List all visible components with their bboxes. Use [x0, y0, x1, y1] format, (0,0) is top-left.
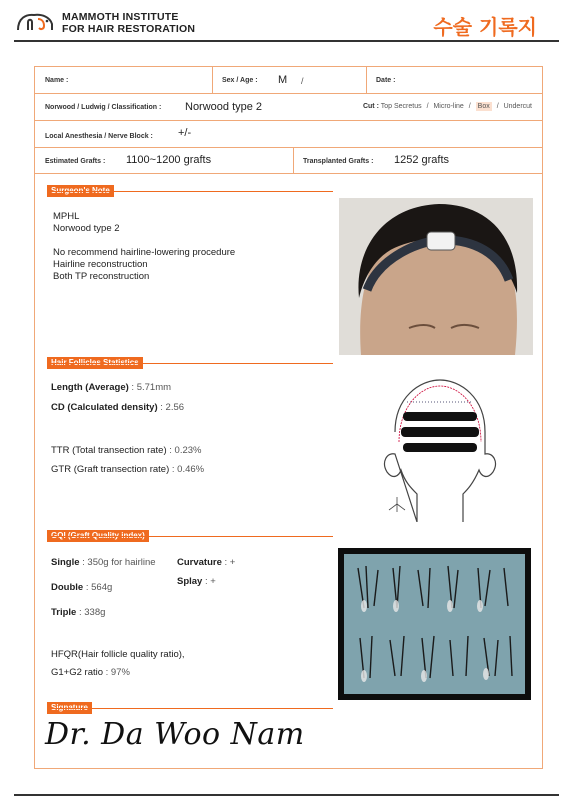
ratio-stat: G1+G2 ratio : 97%: [51, 667, 130, 678]
splay-stat: Splay : +: [177, 576, 216, 587]
page-header: [0, 0, 571, 44]
cut-separator: /: [496, 103, 499, 110]
scalp-diagram: [375, 372, 505, 522]
footer-divider: [14, 794, 559, 796]
double-stat: Double : 564g: [51, 582, 113, 593]
norwood-label: Norwood / Ludwig / Classification :: [45, 104, 162, 111]
cd-stat: CD (Calculated density) : 2.56: [51, 402, 185, 413]
sex-field[interactable]: M: [278, 74, 288, 86]
patient-front-photo: [339, 198, 533, 355]
cut-separator: /: [426, 103, 429, 110]
brand-name: MAMMOTH INSTITUTE FOR HAIR RESTORATION: [62, 11, 196, 35]
length-stat: Length (Average) : 5.71mm: [51, 382, 172, 393]
age-separator: /: [301, 76, 304, 86]
surgeons-note-text: MPHL Norwood type 2 No recommend hairline-lowering procedure Hairline reconstruction Both TP reconstruction: [53, 211, 236, 282]
transplanted-grafts-label: Transplanted Grafts :: [303, 158, 374, 165]
graft-sample-photo: [338, 548, 531, 700]
cut-option-micro-line[interactable]: Micro-line: [433, 103, 464, 110]
ttr-stat: TTR (Total transection rate) : 0.23%: [51, 445, 202, 456]
cut-label: Cut :: [362, 103, 379, 110]
norwood-field[interactable]: Norwood type 2: [185, 101, 263, 113]
anesthesia-row: [35, 121, 542, 148]
document-title: 수술 기록지: [433, 15, 537, 39]
cut-option-top-secretus[interactable]: Top Secretus: [380, 103, 422, 110]
row-divider: [293, 148, 294, 173]
doctor-signature: Dr. Da Woo Nam: [45, 717, 305, 752]
gtr-stat: GTR (Graft transection rate) : 0.46%: [51, 464, 205, 475]
section-underline: [47, 536, 333, 537]
cut-separator: /: [468, 103, 471, 110]
section-underline: [47, 708, 333, 709]
section-underline: [47, 191, 333, 192]
cut-options: [363, 103, 532, 110]
cut-option-undercut[interactable]: Undercut: [503, 103, 532, 110]
name-label: Name :: [45, 77, 69, 84]
sex-age-label: Sex / Age :: [222, 77, 258, 84]
row-divider: [366, 67, 367, 93]
section-underline: [47, 363, 333, 364]
anesthesia-field[interactable]: +/-: [178, 127, 192, 139]
header-divider: [14, 40, 559, 42]
date-label: Date :: [376, 77, 396, 84]
triple-stat: Triple : 338g: [51, 607, 106, 618]
hfqr-stat: HFQR(Hair follicle quality ratio),: [51, 649, 185, 660]
row-divider: [212, 67, 213, 93]
classification-row: [35, 94, 542, 121]
transplanted-grafts-field[interactable]: 1252 grafts: [394, 154, 450, 166]
curvature-stat: Curvature : +: [177, 557, 236, 568]
single-stat: Single : 350g for hairline: [51, 557, 156, 568]
patient-info-row: [35, 67, 542, 94]
estimated-grafts-label: Estimated Grafts :: [45, 158, 106, 165]
estimated-grafts-field[interactable]: 1100~1200 grafts: [126, 154, 212, 166]
mammoth-logo-icon: [14, 10, 58, 34]
cut-option-box-selected[interactable]: Box: [477, 103, 490, 110]
grafts-row: [35, 148, 542, 174]
surgery-record-form: [34, 66, 543, 769]
anesthesia-label: Local Anesthesia / Nerve Block :: [45, 133, 153, 140]
